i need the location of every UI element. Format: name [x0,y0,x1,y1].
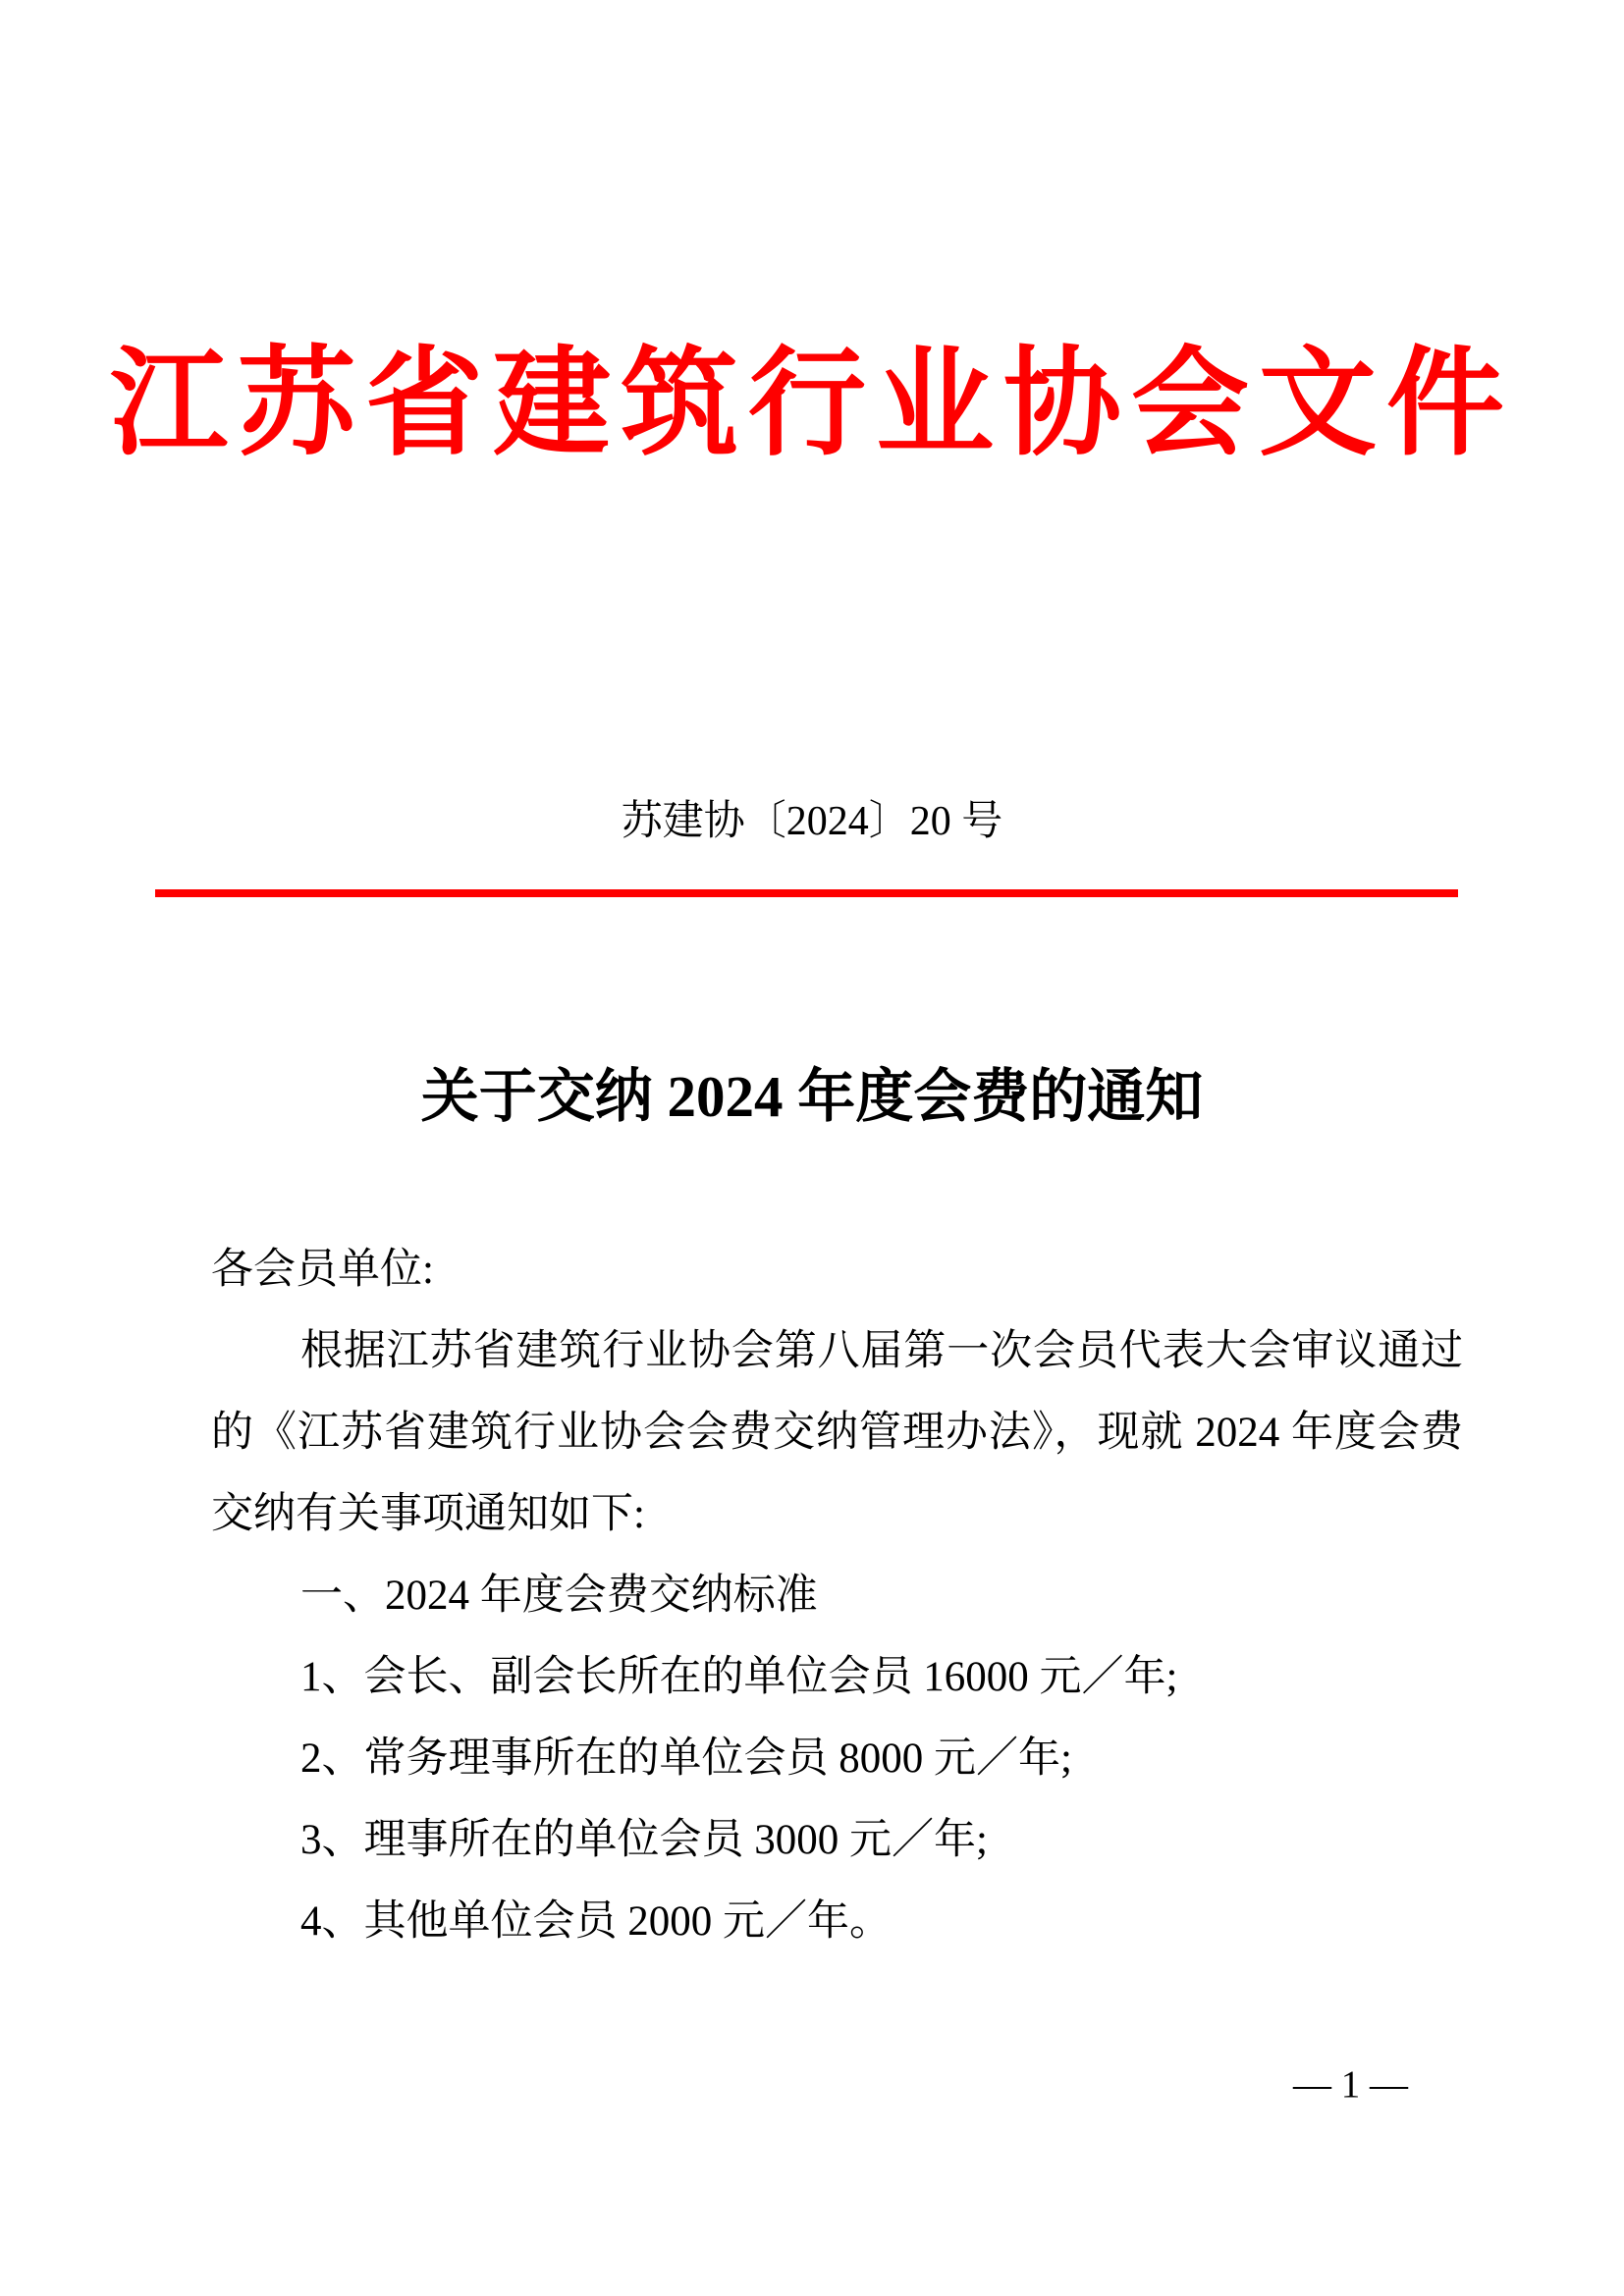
fee-item-1: 1、会长、副会长所在的单位会员 16000 元／年; [300,1654,1178,1700]
fee-item-2: 2、常务理事所在的单位会员 8000 元／年; [300,1735,1072,1782]
fee-item-3: 3、理事所在的单位会员 3000 元／年; [300,1817,988,1863]
fee-item-4: 4、其他单位会员 2000 元／年。 [300,1898,892,1945]
section-heading: 一、2024 年度会费交纳标准 [300,1573,818,1619]
red-header-org-title: 江苏省建筑行业协会文件 [110,339,1514,469]
red-divider-line [155,889,1458,897]
intro-paragraph: 根据江苏省建筑行业协会第八届第一次会员代表大会审议通过的《江苏省建筑行业协会会费交纳管理办法》，现就 2024 年度会费交纳有关事项通知如下: [211,1328,1463,1537]
page-number: — 1 — [1293,2063,1408,2106]
notice-title: 关于交纳 2024 年度会费的通知 [420,1064,1204,1129]
salutation: 各会员单位: [211,1247,434,1293]
document-number: 苏建协〔2024〕20 号 [621,799,1003,844]
notice-body [211,1229,1463,1962]
